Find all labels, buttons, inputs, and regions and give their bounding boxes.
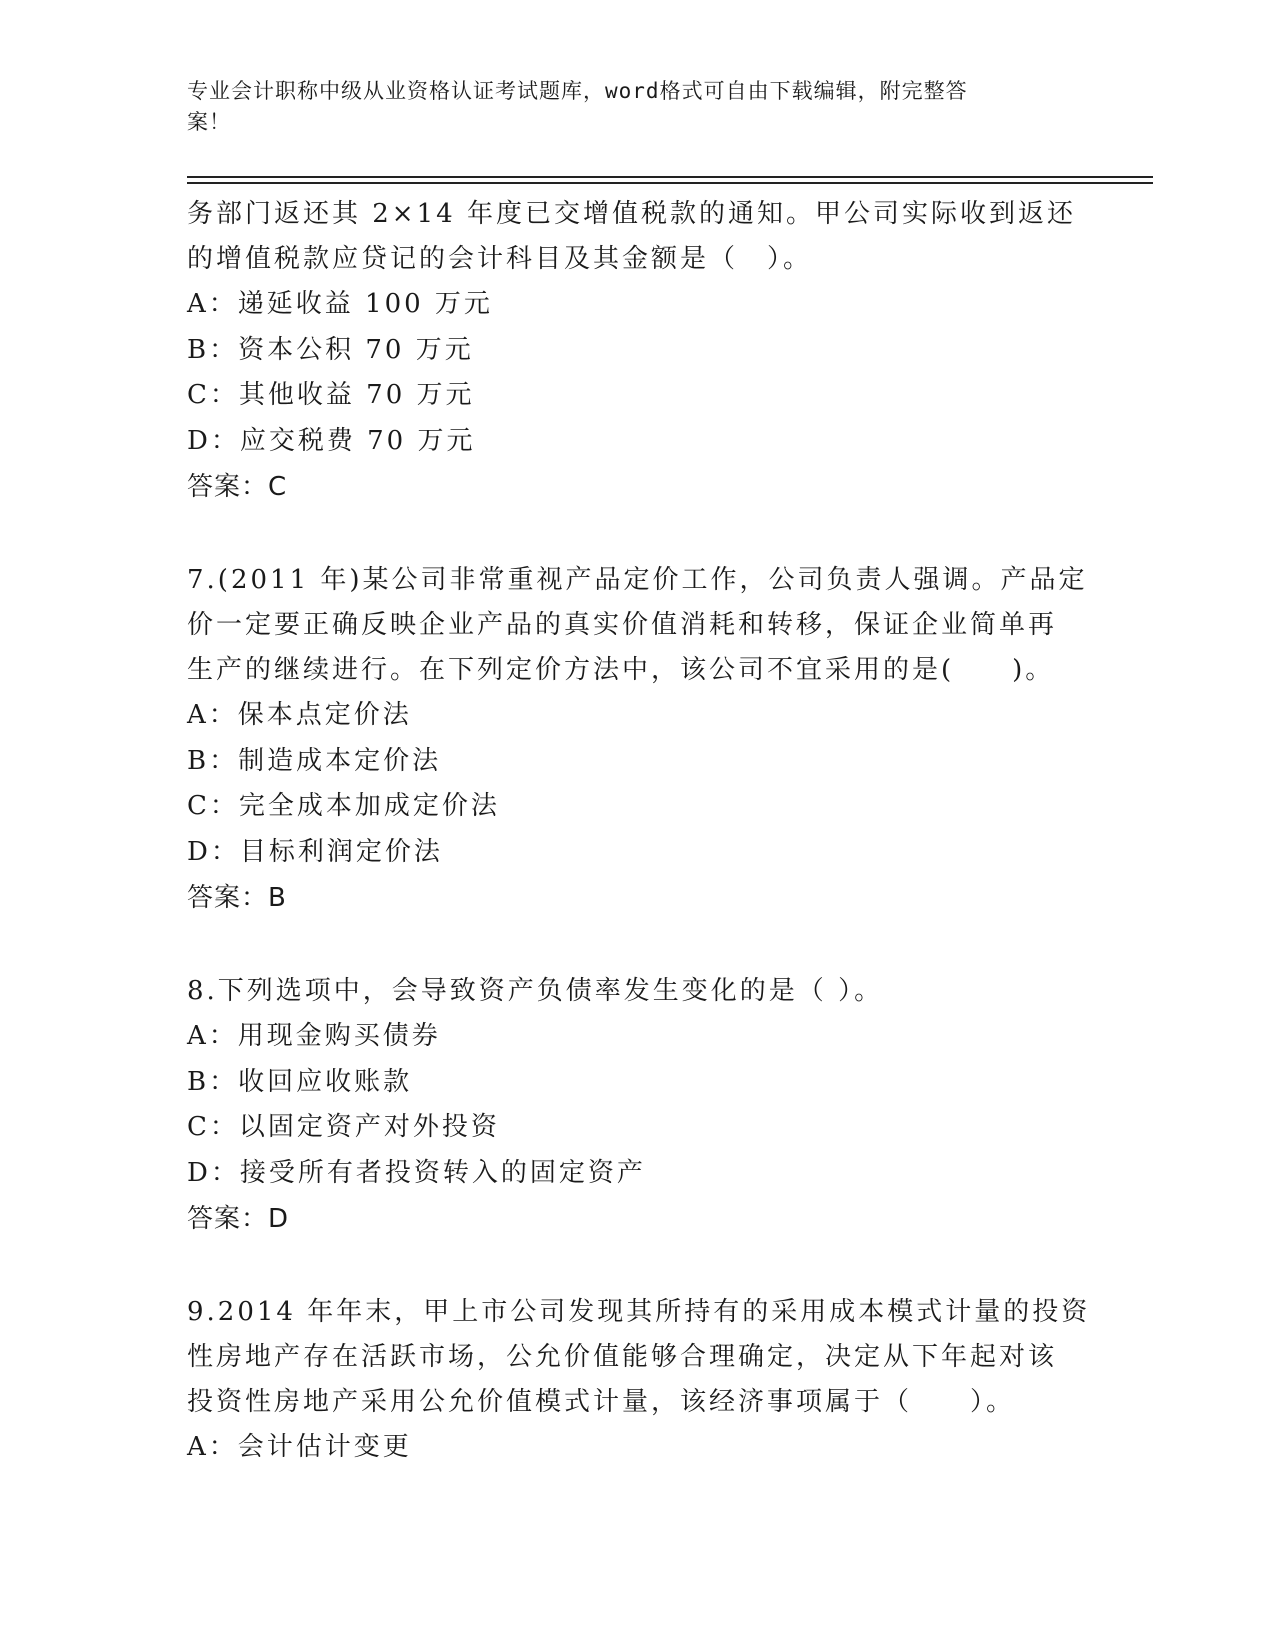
option-b: B：收回应收账款 [187,1066,413,1097]
option-a: A：保本点定价法 [187,700,412,730]
question-list [187,192,1091,1471]
question-text-line: 性房地产存在活跃市场，公允价值能够合理确定，决定从下年起对该 [187,1342,1058,1372]
option-d: D：目标利润定价法 [187,836,443,867]
question-text-line: 7.(2011 年)某公司非常重视产品定价工作，公司负责人强调。产品定 [187,565,1088,595]
header-line-1: 专业会计职称中级从业资格认证考试题库，word格式可自由下载编辑，附完整答 [187,79,968,103]
question-8 [187,969,1067,1242]
header-divider-top [187,176,1153,178]
answer: 答案：B [187,883,287,913]
option-c: C：完全成本加成定价法 [187,791,500,821]
option-d: D：接受所有者投资转入的固定资产 [187,1157,646,1188]
question-9 [187,1290,1091,1471]
option-d: D：应交税费 70 万元 [187,425,476,456]
question-7 [187,558,1088,921]
document-header [187,76,1067,138]
question-text-line: 的增值税款应贷记的会计科目及其金额是（ ）。 [187,244,813,274]
question-text-line: 投资性房地产采用公允价值模式计量，该经济事项属于（ ）。 [187,1387,1016,1417]
spacer [187,510,1067,558]
question-6 [187,192,1076,510]
option-c: C：以固定资产对外投资 [187,1112,500,1142]
answer: 答案：D [187,1204,290,1234]
option-a: A：递延收益 100 万元 [187,289,493,319]
question-text-line: 务部门返还其 2×14 年度已交增值税款的通知。甲公司实际收到返还 [187,199,1076,229]
option-b: B：制造成本定价法 [187,745,442,776]
header-line-2: 案！ [187,110,231,134]
answer: 答案：C [187,472,288,502]
option-a: A：会计估计变更 [187,1432,412,1462]
option-a: A：用现金购买债券 [187,1021,441,1051]
spacer [187,921,1067,969]
question-text-line: 8.下列选项中，会导致资产负债率发生变化的是（ ）。 [187,976,884,1006]
spacer [187,1242,1067,1290]
question-text-line: 价一定要正确反映企业产品的真实价值消耗和转移，保证企业简单再 [187,610,1058,640]
question-text-line: 生产的继续进行。在下列定价方法中，该公司不宜采用的是( )。 [187,655,1055,685]
question-text-line: 9.2014 年年末，甲上市公司发现其所持有的采用成本模式计量的投资 [187,1297,1091,1327]
header-divider-bottom [187,182,1153,184]
option-b: B：资本公积 70 万元 [187,334,474,365]
option-c: C：其他收益 70 万元 [187,380,475,410]
